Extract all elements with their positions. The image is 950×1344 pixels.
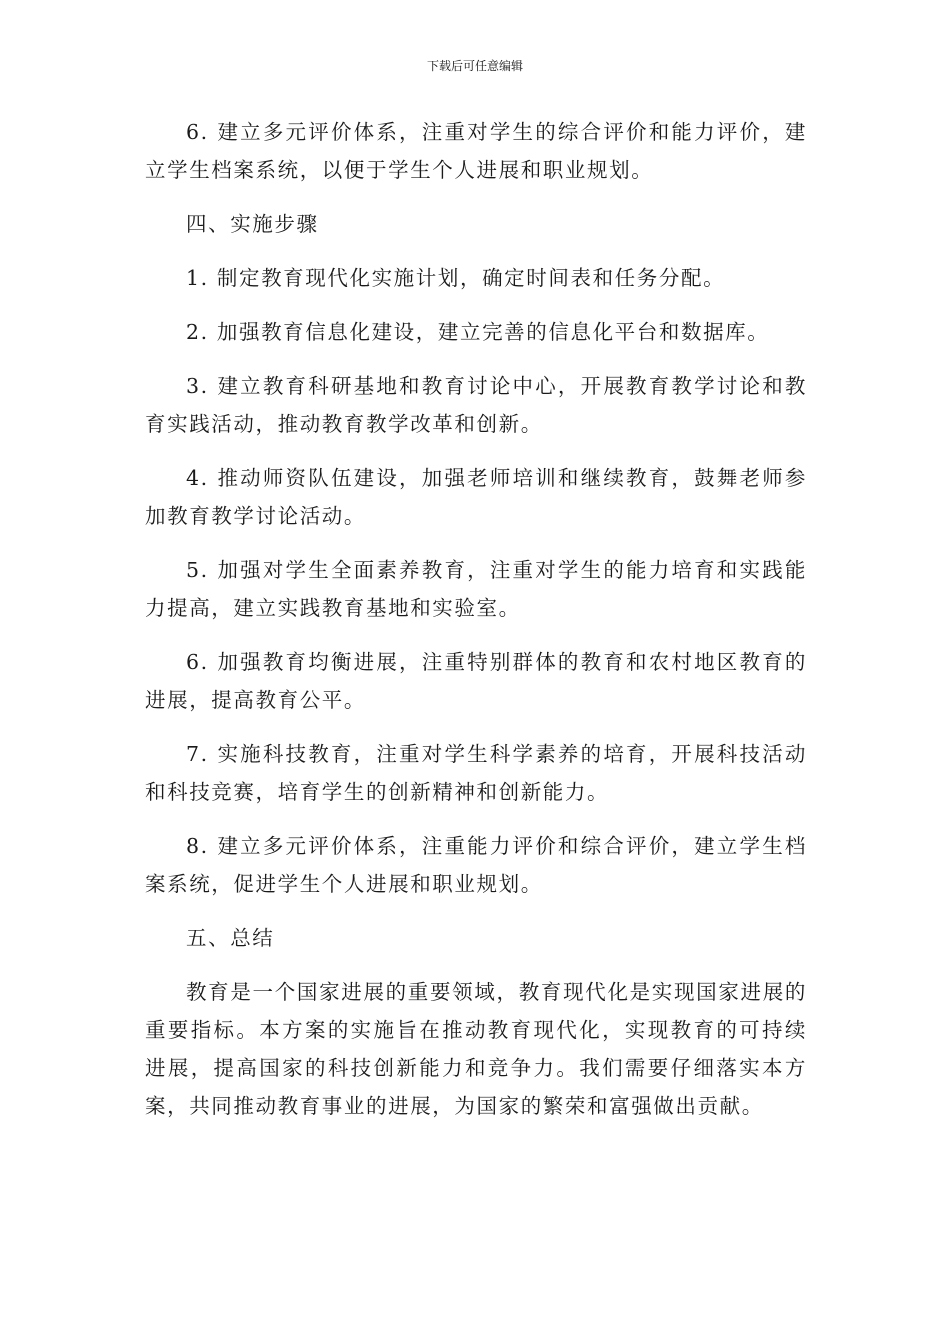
document-body <box>145 113 807 1141</box>
item-6-paragraph: 6. 建立多元评价体系，注重对学生的综合评价和能力评价，建立学生档案系统，以便于学生个人进展和职业规划。 <box>145 120 807 182</box>
summary-paragraph: 教育是一个国家进展的重要领域，教育现代化是实现国家进展的重要指标。本方案的实施旨在推动教育现代化，实现教育的可持续进展，提高国家的科技创新能力和竞争力。我们需要仔细落实本方案，共同推动教育事业的进展，为国家的繁荣和富强做出贡献。 <box>145 980 807 1118</box>
step-8-paragraph: 8. 建立多元评价体系，注重能力评价和综合评价，建立学生档案系统，促进学生个人进展和职业规划。 <box>145 834 807 896</box>
step-5-paragraph: 5. 加强对学生全面素养教育，注重对学生的能力培育和实践能力提高，建立实践教育基地和实验室。 <box>145 558 807 620</box>
step-1-paragraph: 1. 制定教育现代化实施计划，确定时间表和任务分配。 <box>186 266 726 290</box>
step-2-paragraph: 2. 加强教育信息化建设，建立完善的信息化平台和数据库。 <box>186 320 770 344</box>
step-6-paragraph: 6. 加强教育均衡进展，注重特别群体的教育和农村地区教育的进展，提高教育公平。 <box>145 650 807 712</box>
section-4-heading: 四、实施步骤 <box>186 212 319 236</box>
step-3-paragraph: 3. 建立教育科研基地和教育讨论中心，开展教育教学讨论和教育实践活动，推动教育教学改革和创新。 <box>145 374 807 436</box>
page-header-note: 下载后可任意编辑 <box>426 59 523 73</box>
step-4-paragraph: 4. 推动师资队伍建设，加强老师培训和继续教育，鼓舞老师参加教育教学讨论活动。 <box>145 466 807 528</box>
section-5-heading: 五、总结 <box>186 926 275 950</box>
step-7-paragraph: 7. 实施科技教育，注重对学生科学素养的培育，开展科技活动和科技竞赛，培育学生的创新精神和创新能力。 <box>145 742 807 804</box>
